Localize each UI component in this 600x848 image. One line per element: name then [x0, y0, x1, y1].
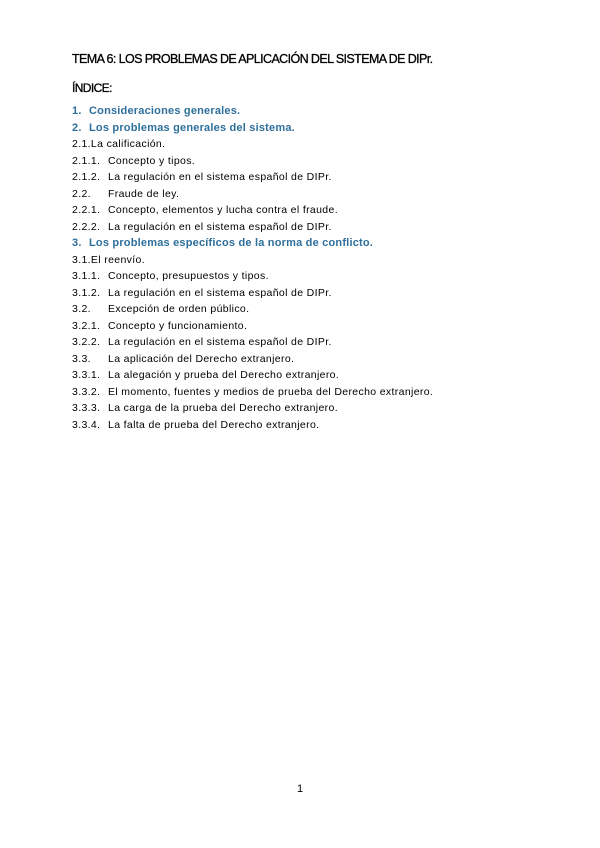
toc-entry-text: La calificación. — [90, 138, 166, 150]
toc-entry-number: 1. — [72, 105, 82, 117]
toc-entry — [72, 219, 542, 236]
toc-entry-number: 3.3. — [72, 352, 91, 365]
toc-entry — [72, 268, 542, 285]
document-title: TEMA 6: LOS PROBLEMAS DE APLICACIÓN DEL SISTEMA DE DIPr. — [72, 52, 433, 66]
toc-entry — [72, 318, 542, 335]
toc-entry — [72, 153, 542, 170]
toc-entry-text: Concepto y tipos. — [108, 154, 196, 167]
toc-entry-text: Fraude de ley. — [108, 187, 180, 200]
toc-entry-text: La carga de la prueba del Derecho extranjero. — [108, 402, 338, 414]
toc-entry — [72, 400, 542, 417]
toc-entry-text: La aplicación del Derecho extranjero. — [108, 352, 295, 365]
toc-entry-text: La alegación y prueba del Derecho extranjero. — [108, 369, 340, 381]
toc-entry — [72, 169, 542, 186]
toc-entry-text: La regulación en el sistema español de DIPr. — [108, 336, 332, 348]
toc-entry-text: El reenvío. — [90, 253, 145, 266]
toc-entry-text: Concepto, elementos y lucha contra el fraude. — [108, 204, 338, 216]
toc-entry-number: 2. — [72, 121, 82, 134]
toc-entry — [72, 301, 542, 318]
toc-entry-number: 2.1.1. — [72, 154, 101, 167]
toc-entry-text: El momento, fuentes y medios de prueba del Derecho extranjero. — [108, 385, 434, 398]
index-heading: ÍNDICE: — [72, 81, 112, 95]
toc-entry-text: La regulación en el sistema español de DIPr. — [108, 220, 332, 233]
toc-entry-text: Consideraciones generales. — [89, 105, 241, 117]
toc-entry-number: 3.2.2. — [72, 336, 101, 348]
toc-entry-number: 3.3.1. — [72, 369, 101, 381]
toc-entry-number: 2.1.2. — [72, 171, 101, 183]
toc-entry-number: 3.3.3. — [72, 402, 101, 414]
toc-entry-text: Concepto, presupuestos y tipos. — [108, 270, 269, 282]
toc-entry — [72, 136, 542, 153]
toc-entry-number: 2.2.1. — [72, 204, 101, 216]
toc-entry-text: Concepto y funcionamiento. — [108, 319, 248, 332]
toc-entry — [72, 252, 542, 269]
toc-entry — [72, 351, 542, 368]
toc-entry — [72, 103, 542, 120]
toc-entry-number: 2.1. — [72, 138, 91, 150]
toc-entry — [72, 235, 542, 252]
toc-entry — [72, 384, 542, 401]
toc-entry — [72, 367, 542, 384]
toc-entry-number: 3.1. — [72, 253, 91, 266]
toc-entry — [72, 417, 542, 434]
toc-entry-text: La regulación en el sistema español de DIPr. — [108, 286, 332, 299]
toc-entry-text: Los problemas generales del sistema. — [89, 121, 295, 134]
toc-entry-number: 3.3.4. — [72, 418, 101, 431]
toc-entry-number: 3.1.2. — [72, 286, 101, 299]
toc-entry-number: 2.2.2. — [72, 220, 101, 233]
toc-entry-text: La falta de prueba del Derecho extranjero. — [108, 418, 320, 431]
toc-entry — [72, 334, 542, 351]
toc-entry — [72, 285, 542, 302]
toc-entry-number: 2.2. — [72, 187, 91, 200]
toc-entry — [72, 120, 542, 137]
toc-entry-number: 3.1.1. — [72, 270, 101, 282]
toc-entry — [72, 186, 542, 203]
toc-entry-number: 3.2. — [72, 303, 91, 315]
toc-entry-text: La regulación en el sistema español de DIPr. — [108, 171, 332, 183]
toc-entry-text: Los problemas específicos de la norma de conflicto. — [89, 237, 374, 249]
toc-entry — [72, 202, 542, 219]
toc-entry-number: 3.2.1. — [72, 319, 101, 332]
page-number: 1 — [296, 783, 304, 795]
toc-entry-text: Excepción de orden público. — [108, 303, 250, 315]
table-of-contents — [72, 103, 542, 433]
toc-entry-number: 3. — [72, 237, 82, 249]
toc-entry-number: 3.3.2. — [72, 385, 101, 398]
